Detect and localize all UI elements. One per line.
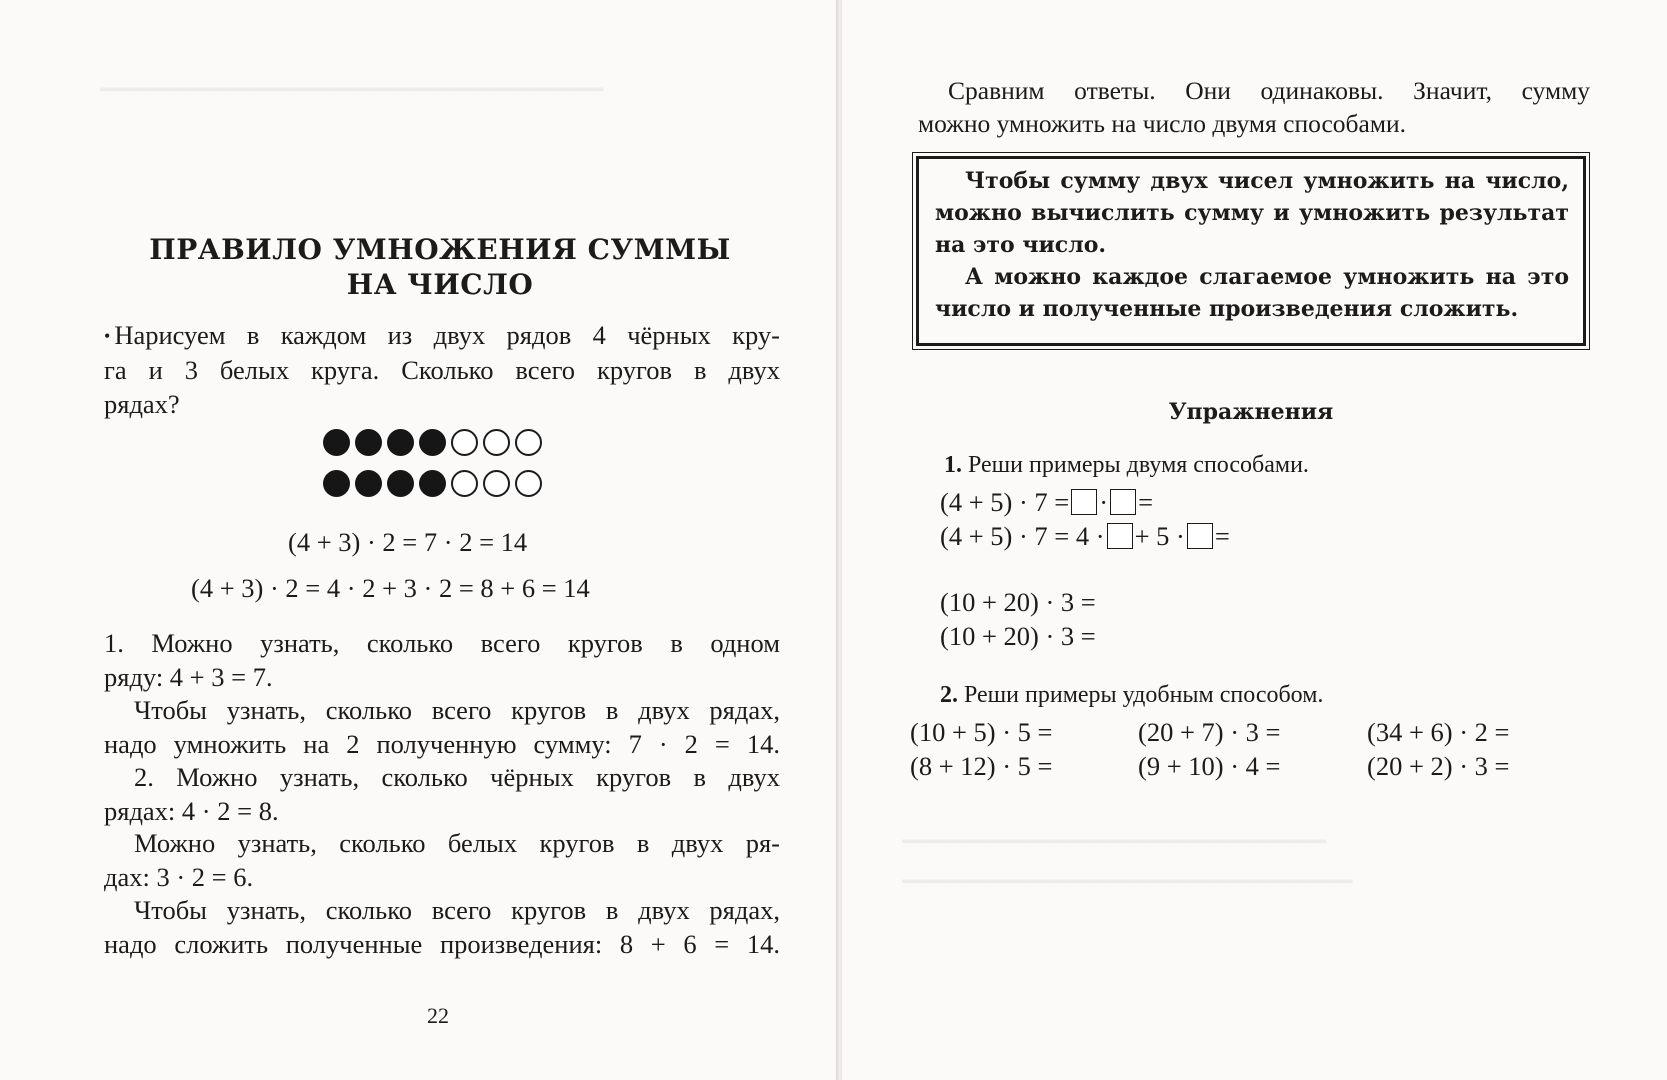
bleed-through-text: ━━━━━━━━━━━━━━━━━━━━━━━━━━━━━━━━━━: [902, 870, 1353, 895]
white-circle: [483, 429, 510, 456]
text-line: 2. Можно узнать, сколько чёрных кругов в двух: [134, 762, 780, 792]
white-circle: [451, 429, 478, 456]
text-line: надо умножить на 2 полученную сумму: 7 · 2 = 14.: [104, 729, 780, 759]
exercises-heading: Упражнения: [1168, 399, 1334, 425]
black-circle: [355, 429, 382, 456]
text-line: дах: 3 · 2 = 6.: [104, 862, 254, 892]
black-circle: [419, 429, 446, 456]
step-one-conclusion: [104, 693, 780, 761]
step-one-paragraph: [104, 626, 780, 694]
black-circle: [419, 470, 446, 497]
black-circle: [355, 470, 382, 497]
exercise-two-item: (10 + 5) · 5 =: [910, 717, 1053, 747]
exercise-two-item: (34 + 6) · 2 =: [1367, 717, 1510, 747]
text-line: надо сложить полученные произведения: 8 + 6 = 14.: [104, 929, 780, 959]
formula-one: (4 + 3) · 2 = 7 · 2 = 14: [288, 527, 528, 557]
title-line: НА ЧИСЛО: [346, 268, 534, 301]
step-two-conclusion: [104, 893, 780, 961]
exercise-number: 1.: [944, 452, 962, 478]
formula-text: ·: [1099, 487, 1109, 517]
exercise-one-b-line2: (10 + 20) · 3 =: [940, 621, 1096, 651]
intro-line: рядах?: [104, 389, 180, 419]
bleed-through-text: ━━━━━━━━━━━━━━━━━━━━━━━━━━━━━━━━: [902, 830, 1326, 855]
circle-row: [323, 463, 563, 504]
rule-line: Чтобы сумму двух чисел умножить на число,: [965, 168, 1569, 194]
formula-text: + 5 ·: [1134, 521, 1185, 551]
formula-two: (4 + 3) · 2 = 4 · 2 + 3 · 2 = 8 + 6 = 14: [191, 573, 590, 603]
rule-line: на это число.: [935, 232, 1107, 258]
text-line: можно умножить на число двумя способами.: [918, 109, 1407, 138]
exercise-two-item: (20 + 2) · 3 =: [1367, 751, 1510, 781]
text-line: ряду: 4 + 3 = 7.: [104, 662, 273, 692]
exercise-two-item: (8 + 12) · 5 =: [910, 751, 1053, 781]
black-circle: [323, 429, 350, 456]
step-two-paragraph: [104, 760, 780, 828]
text-line: Чтобы узнать, сколько всего кругов в двух рядах,: [134, 895, 780, 925]
rule-box: [916, 156, 1586, 346]
intro-line-text: Нарисуем в каждом из двух рядов 4 чёрных кру-: [114, 320, 780, 350]
circle-diagram: [323, 422, 563, 504]
answer-box[interactable]: [1071, 489, 1097, 515]
circle-row: [323, 422, 563, 463]
formula-text: =: [1138, 487, 1154, 517]
exercise-one-title: [944, 452, 1309, 479]
white-circle: [483, 470, 510, 497]
page-number: 22: [427, 1003, 449, 1028]
black-circle: [387, 470, 414, 497]
bleed-through-text: ━━━━━━━━━━━━━━━━━━━━━━━━━━━━━━━━━━━━━━: [100, 78, 604, 103]
exercise-two-item: (20 + 7) · 3 =: [1138, 717, 1281, 747]
exercise-one-b-line1: (10 + 20) · 3 =: [940, 587, 1096, 617]
rule-line: число и полученные произведения сложить.: [935, 296, 1519, 322]
exercise-title-text: Реши примеры двумя способами.: [968, 452, 1309, 478]
black-circle: [387, 429, 414, 456]
text-line: 1. Можно узнать, сколько всего кругов в одном: [104, 628, 780, 658]
white-circle: [515, 470, 542, 497]
title-line: ПРАВИЛО УМНОЖЕНИЯ СУММЫ: [149, 233, 731, 266]
intro-line: [104, 318, 780, 353]
rule-line: А можно каждое слагаемое умножить на это: [965, 264, 1569, 290]
formula-text: (4 + 5) · 7 = 4 ·: [940, 521, 1105, 551]
step-two-white: [104, 826, 780, 894]
answer-box[interactable]: [1187, 523, 1213, 549]
intro-paragraph: [104, 318, 780, 421]
bullet-icon: •: [104, 326, 111, 346]
formula-text: =: [1214, 521, 1230, 551]
formula-text: (4 + 5) · 7 =: [940, 487, 1070, 517]
compare-paragraph: [918, 74, 1590, 140]
exercise-one-a-line2: [940, 521, 1230, 552]
answer-box[interactable]: [1107, 523, 1133, 549]
white-circle: [451, 470, 478, 497]
white-circle: [515, 429, 542, 456]
intro-line: га и 3 белых круга. Сколько всего кругов в двух: [104, 355, 780, 385]
exercise-two-title: [940, 682, 1323, 709]
rule-line: можно вычислить сумму и умножить результат: [935, 200, 1569, 226]
text-line: рядах: 4 · 2 = 8.: [104, 796, 279, 826]
exercise-one-a-line1: [940, 487, 1153, 518]
exercise-number: 2.: [940, 682, 958, 708]
black-circle: [323, 470, 350, 497]
text-line: Сравним ответы. Они одинаковы. Значит, сумму: [948, 76, 1590, 105]
exercise-two-item: (9 + 10) · 4 =: [1138, 751, 1281, 781]
text-line: Чтобы узнать, сколько всего кругов в двух рядах,: [134, 695, 780, 725]
text-line: Можно узнать, сколько белых кругов в двух ря-: [134, 828, 780, 858]
page-title: [100, 232, 780, 302]
exercise-title-text: Реши примеры удобным способом.: [964, 682, 1324, 708]
answer-box[interactable]: [1110, 489, 1136, 515]
